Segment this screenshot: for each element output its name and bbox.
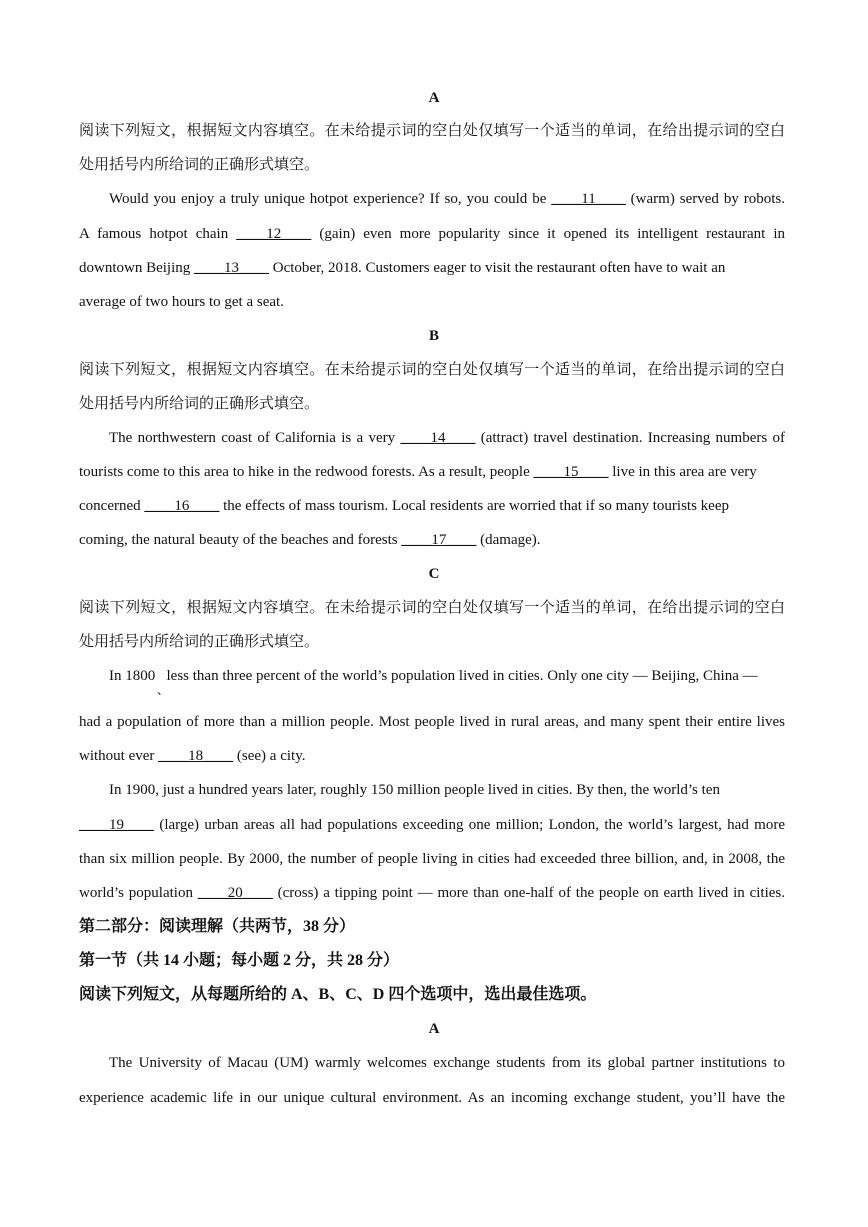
blank-11[interactable]: ____11____ bbox=[551, 191, 626, 207]
section-b-heading: B bbox=[428, 328, 439, 344]
section-b-instruction-line-1: 阅读下列短文，根据短文内容填空。在未给提示词的空白处仅填写一个适当的单词，在给出提示词的空白 bbox=[79, 362, 785, 378]
section-b-instruction-line-2: 处用括号内所给词的正确形式填空。 bbox=[79, 396, 320, 412]
passage-text: (attract) travel destination. Increasing numbers of bbox=[475, 430, 785, 446]
blank-20[interactable]: ____20____ bbox=[197, 885, 273, 901]
part-2-title: 第二部分：阅读理解（共两节，38 分） bbox=[79, 918, 356, 935]
passage-text: (see) a city. bbox=[233, 748, 306, 764]
section-c-passage-2-line-4 bbox=[79, 883, 785, 903]
section-c-passage-1-line-2: had a population of more than a million people. Most people lived in rural areas, and many spent their entire lives bbox=[79, 714, 785, 730]
passage-text: without ever bbox=[79, 748, 159, 764]
reading-a-heading: A bbox=[428, 1021, 440, 1037]
section-c-instruction-line-1: 阅读下列短文，根据短文内容填空。在未给提示词的空白处仅填写一个适当的单词，在给出提示词的空白 bbox=[79, 600, 785, 616]
passage-text: (cross) a tipping point — more than one-half of the people on earth lived in cities. bbox=[272, 885, 785, 901]
blank-14[interactable]: ____14____ bbox=[400, 430, 476, 446]
passage-text: Would you enjoy a truly unique hotpot experience? If so, you could be bbox=[109, 191, 552, 207]
section-b-passage-line-3 bbox=[79, 496, 743, 516]
section-c-passage-2-line-1: In 1900, just a hundred years later, roughly 150 million people lived in cities. By then, the world’s ten bbox=[109, 782, 720, 798]
section-c-heading: C bbox=[428, 566, 440, 582]
blank-15[interactable]: ____15____ bbox=[533, 464, 609, 480]
stray-mark: 、 bbox=[157, 683, 170, 697]
blank-13[interactable]: ____13____ bbox=[194, 260, 269, 276]
section-a-passage-line-1 bbox=[109, 189, 785, 209]
passage-text: (large) urban areas all had populations exceeding one million; London, the world’s largest, had more bbox=[154, 817, 785, 833]
section-a-instruction-line-1: 阅读下列短文，根据短文内容填空。在未给提示词的空白处仅填写一个适当的单词，在给出提示词的空白 bbox=[79, 123, 785, 139]
section-c-passage-1-line-3 bbox=[79, 746, 785, 766]
passage-text: tourists come to this area to hike in the redwood forests. As a result, people bbox=[79, 464, 534, 480]
section-c-passage-2-line-2 bbox=[79, 815, 785, 835]
part-2-instruction: 阅读下列短文，从每题所给的 A、B、C、D 四个选项中，选出最佳选项。 bbox=[79, 986, 597, 1003]
blank-16[interactable]: ____16____ bbox=[144, 498, 220, 514]
passage-text: world’s population bbox=[79, 885, 198, 901]
passage-text: (damage). bbox=[476, 532, 541, 548]
section-c-instruction-line-2: 处用括号内所给词的正确形式填空。 bbox=[79, 634, 320, 650]
reading-a-line-1: The University of Macau (UM) warmly welcomes exchange students from its global partner institutions to bbox=[109, 1055, 785, 1071]
section-a-instruction-line-2: 处用括号内所给词的正确形式填空。 bbox=[79, 157, 320, 173]
blank-17[interactable]: ____17____ bbox=[401, 532, 477, 548]
section-b-passage-line-4 bbox=[79, 530, 785, 550]
blank-18[interactable]: ____18____ bbox=[158, 748, 234, 764]
section-b-passage-line-2 bbox=[79, 462, 771, 482]
blank-19[interactable]: ____19____ bbox=[79, 817, 154, 833]
blank-12[interactable]: ____12____ bbox=[236, 226, 312, 242]
passage-text: concerned bbox=[79, 498, 145, 514]
reading-a-line-2: experience academic life in our unique cultural environment. As an incoming exchange student, you’ll have the bbox=[79, 1090, 785, 1106]
section-c-passage-1-line-1: In 1800 less than three percent of the world’s population lived in cities. Only one city — Beijing, China — bbox=[109, 668, 758, 684]
section-a-heading: A bbox=[428, 90, 440, 106]
passage-text: (warm) served by robots. bbox=[625, 191, 785, 207]
section-a-passage-line-4: average of two hours to get a seat. bbox=[79, 294, 284, 310]
passage-text: coming, the natural beauty of the beaches and forests bbox=[79, 532, 402, 548]
passage-text: (gain) even more popularity since it opened its intelligent restaurant in bbox=[311, 226, 786, 242]
passage-text: downtown Beijing bbox=[79, 260, 194, 276]
passage-text: October, 2018. Customers eager to visit the restaurant often have to wait an bbox=[269, 260, 726, 276]
passage-text: A famous hotpot chain bbox=[79, 226, 237, 242]
section-a-passage-line-2 bbox=[79, 224, 785, 244]
part-2-section-1-title: 第一节（共 14 小题；每小题 2 分，共 28 分） bbox=[79, 952, 400, 969]
passage-text: the effects of mass tourism. Local residents are worried that if so many tourists keep bbox=[219, 498, 729, 514]
passage-text: The northwestern coast of California is a very bbox=[109, 430, 401, 446]
section-c-passage-2-line-3: than six million people. By 2000, the number of people living in cities had exceeded three billion, and, in 2008, the bbox=[79, 851, 785, 867]
passage-text: live in this area are very bbox=[608, 464, 757, 480]
section-b-passage-line-1 bbox=[109, 428, 785, 448]
section-a-passage-line-3 bbox=[79, 258, 739, 278]
